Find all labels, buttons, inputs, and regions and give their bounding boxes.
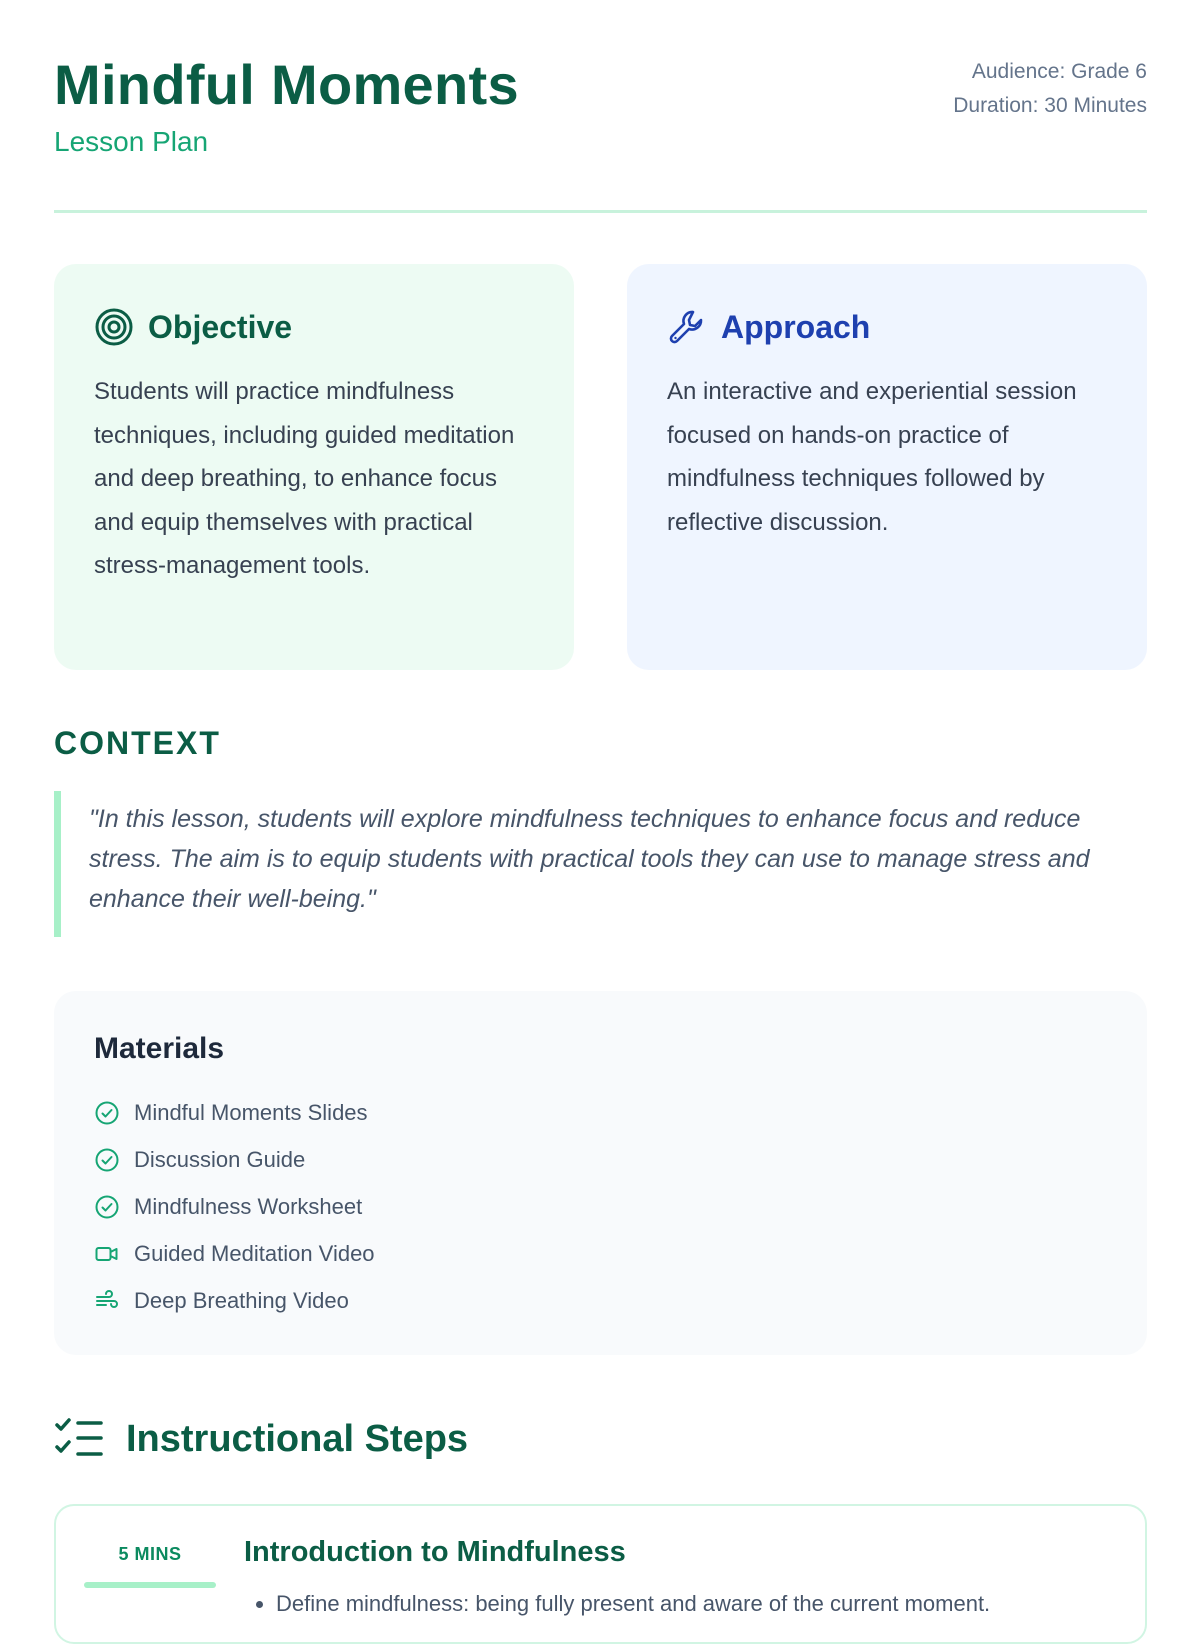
check-circle-icon (94, 1147, 120, 1173)
objective-title: Objective (148, 308, 293, 345)
steps-title: Instructional Steps (126, 1417, 469, 1460)
step-duration-bar (84, 1582, 216, 1588)
materials-panel (54, 991, 1147, 1355)
step-bullet: • Define mindfulness: being fully present and aware of the current moment. (276, 1586, 990, 1622)
steps-header (54, 1414, 468, 1464)
page-subtitle: Lesson Plan (54, 126, 209, 157)
checklist-icon (54, 1417, 104, 1461)
header (54, 0, 1147, 213)
material-item (94, 1136, 1107, 1183)
material-item (94, 1277, 1107, 1324)
material-label: Mindfulness Worksheet (134, 1193, 363, 1219)
step-bullets (244, 1586, 990, 1622)
material-item (94, 1230, 1107, 1277)
objective-header (94, 302, 534, 352)
context-label: CONTEXT (54, 725, 221, 761)
page-title: Mindful Moments (54, 53, 519, 116)
duration-text: Duration: 30 Minutes (953, 94, 1147, 117)
materials-list (94, 1089, 1107, 1324)
approach-title: Approach (721, 308, 871, 345)
wind-icon (94, 1288, 120, 1314)
step-card (54, 1504, 1147, 1644)
materials-title: Materials (94, 1032, 225, 1065)
objective-text: Students will practice mindfulness techniques, including guided meditation and deep breathing, to enhance focus and equip themselves with practical stress-management tools. (94, 378, 515, 579)
material-label: Mindful Moments Slides (134, 1099, 368, 1125)
video-camera-icon (94, 1241, 120, 1267)
material-label: Guided Meditation Video (134, 1240, 375, 1266)
check-circle-icon (94, 1194, 120, 1220)
step-duration: 5 MINS (118, 1544, 182, 1564)
material-label: Deep Breathing Video (134, 1287, 349, 1313)
approach-header (667, 302, 1107, 352)
target-icon (94, 307, 134, 347)
material-item (94, 1089, 1107, 1136)
check-circle-icon (94, 1100, 120, 1126)
overview-cards (54, 264, 1147, 670)
material-item (94, 1183, 1107, 1230)
lesson-meta (953, 55, 1147, 123)
lesson-plan-page (54, 0, 1147, 1616)
step-title: Introduction to Mindfulness (244, 1536, 626, 1568)
approach-card (627, 264, 1147, 670)
approach-text: An interactive and experiential session focused on hands-on practice of mindfulness techniques followed by reflective discussion. (667, 378, 1077, 536)
context-quote: "In this lesson, students will explore mindfulness techniques to enhance focus and reduce stress. The aim is to equip students with practical tools they can use to manage stress and enhance their well-being." (54, 791, 1147, 937)
wrench-icon (667, 307, 707, 347)
objective-card (54, 264, 574, 670)
material-label: Discussion Guide (134, 1146, 306, 1172)
audience-text: Audience: Grade 6 (971, 60, 1147, 83)
